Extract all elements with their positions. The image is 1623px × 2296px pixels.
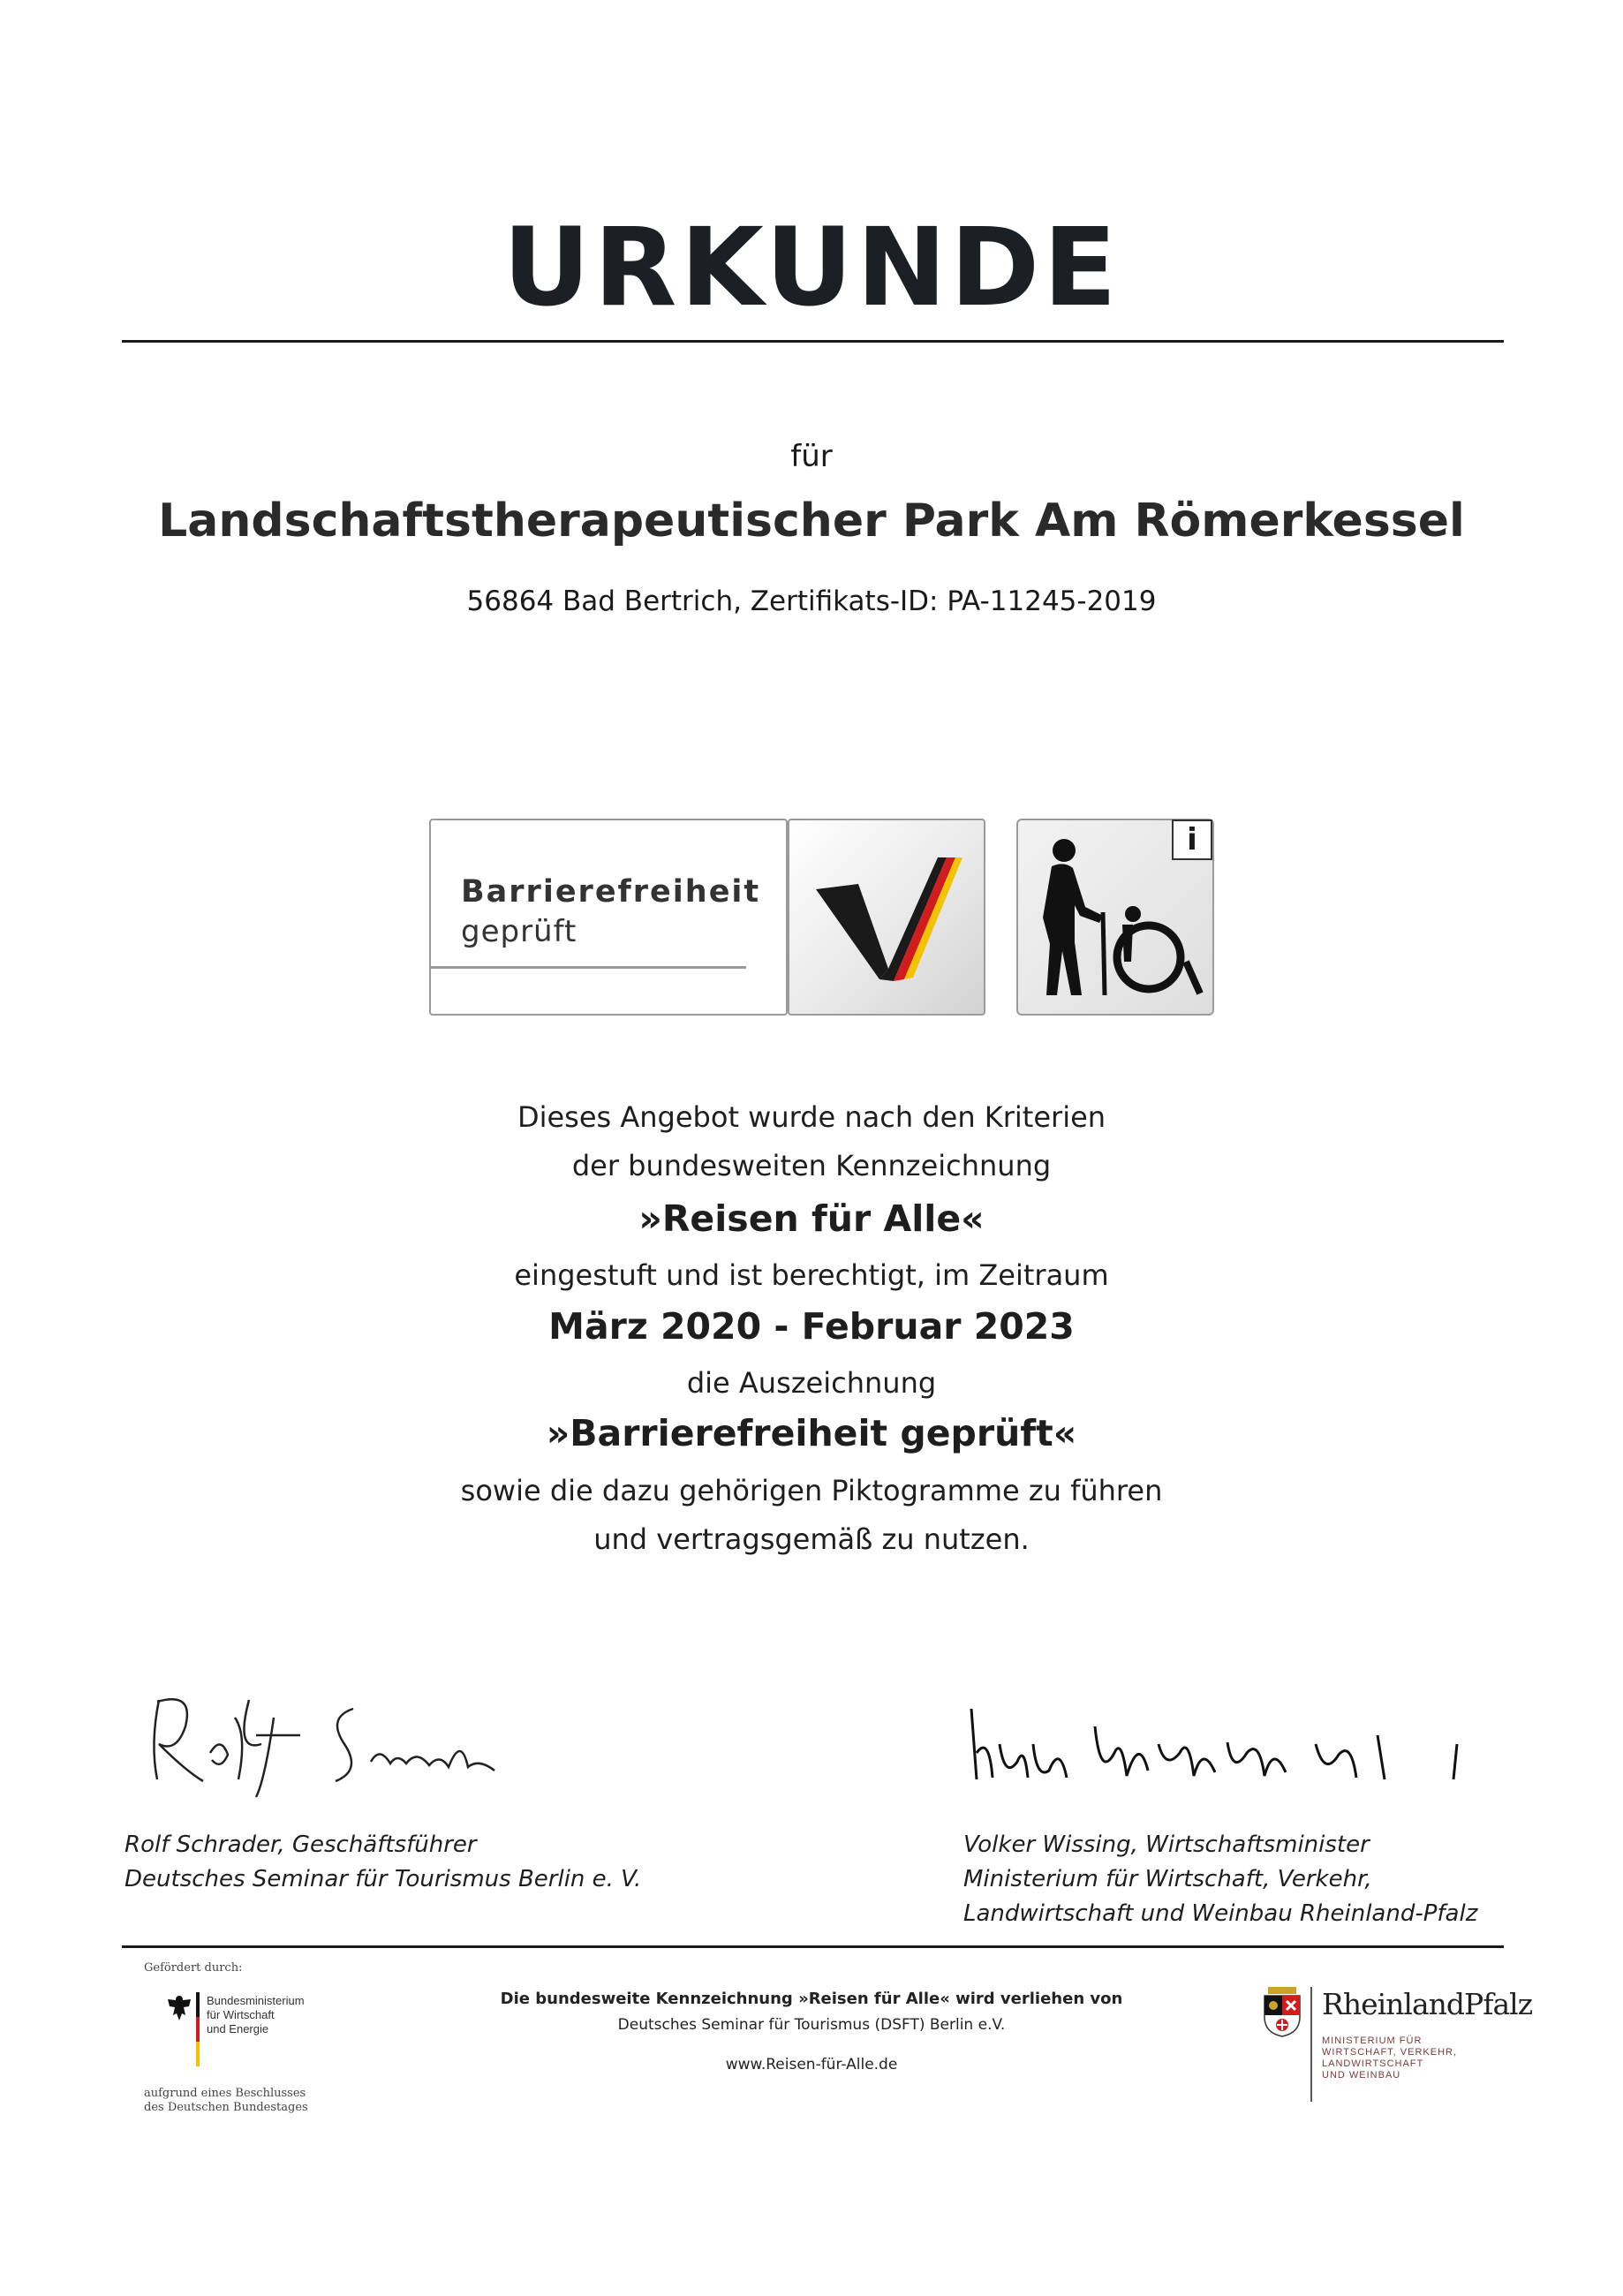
program-name: »Reisen für Alle« — [638, 1197, 985, 1240]
validity-period: März 2020 - Februar 2023 — [548, 1305, 1075, 1348]
bundestag-note-line-2: des Deutschen Bundestages — [144, 2101, 308, 2114]
rlp-ministry-name — [1322, 2035, 1457, 2081]
body-line-8: sowie die dazu gehörigen Piktogramme zu führen — [460, 1474, 1163, 1507]
signatory-left-org: Deutsches Seminar für Tourismus Berlin e. V. — [125, 1866, 642, 1892]
footer-award-statement: Die bundesweite Kennzeichnung »Reisen für Alle« wird verliehen von — [500, 1990, 1123, 2008]
checkmark-black-red-gold-icon — [789, 820, 984, 1014]
signature-right — [962, 1691, 1492, 1788]
body-line-4: eingestuft und ist berechtigt, im Zeitraum — [514, 1258, 1109, 1292]
signatory-right-org-line2: Landwirtschaft und Weinbau Rheinland-Pfalz — [963, 1900, 1478, 1927]
bmwi-line-2: für Wirtschaft — [207, 2008, 275, 2021]
body-line-1: Dieses Angebot wurde nach den Kriterien — [517, 1100, 1106, 1134]
info-icon: i — [1172, 819, 1212, 860]
body-line-2: der bundesweiten Kennzeichnung — [571, 1149, 1052, 1182]
signature-left — [132, 1682, 556, 1806]
bundestag-note-line-1: aufgrund eines Beschlusses — [144, 2087, 306, 2100]
rlp-divider — [1310, 1987, 1312, 2102]
for-label: für — [790, 439, 833, 474]
top-divider — [122, 340, 1504, 343]
rlp-wordmark: RheinlandPfalz — [1322, 1987, 1533, 2021]
bmwi-line-3: und Energie — [207, 2022, 269, 2035]
certificate-title: URKUNDE — [502, 205, 1121, 330]
rlp-ministry-line-2: WIRTSCHAFT, VERKEHR, — [1322, 2047, 1458, 2058]
funded-by-label: Gefördert durch: — [144, 1961, 243, 1975]
body-line-6: die Auszeichnung — [686, 1366, 937, 1400]
bmwi-line-1: Bundesministerium — [207, 1994, 305, 2007]
badge-underline — [430, 966, 746, 969]
rlp-ministry-line-4: UND WEINBAU — [1322, 2070, 1401, 2081]
signatory-right-name: Volker Wissing, Wirtschaftsminister — [963, 1832, 1370, 1858]
rlp-ministry-line-3: LANDWIRTSCHAFT — [1322, 2058, 1424, 2069]
badge-label-line1: Barrierefreiheit — [461, 874, 761, 910]
badge-checkmark-panel — [788, 819, 985, 1016]
bottom-divider — [122, 1945, 1504, 1948]
footer-issuer: Deutsches Seminar für Tourismus (DSFT) Berlin e.V. — [617, 2016, 1006, 2034]
organization-name: Landschaftstherapeutischer Park Am Römerkessel — [158, 495, 1465, 548]
signatory-left-name: Rolf Schrader, Geschäftsführer — [125, 1832, 477, 1858]
body-line-9: und vertragsgemäß zu nutzen. — [593, 1522, 1030, 1556]
footer-website-link[interactable]: www.Reisen-für-Alle.de — [725, 2056, 898, 2073]
signatory-right-org-line1: Ministerium für Wirtschaft, Verkehr, — [963, 1866, 1372, 1892]
award-name: »Barrierefreiheit geprüft« — [546, 1412, 1077, 1454]
bundestag-note — [144, 2087, 308, 2115]
rlp-ministry-line-1: MINISTERIUM FÜR — [1322, 2035, 1423, 2046]
rlp-coat-of-arms-icon — [1261, 1987, 1303, 2038]
address-certificate-id: 56864 Bad Bertrich, Zertifikats-ID: PA-11245-2019 — [466, 585, 1157, 617]
badge-label-line2: geprüft — [461, 914, 577, 949]
